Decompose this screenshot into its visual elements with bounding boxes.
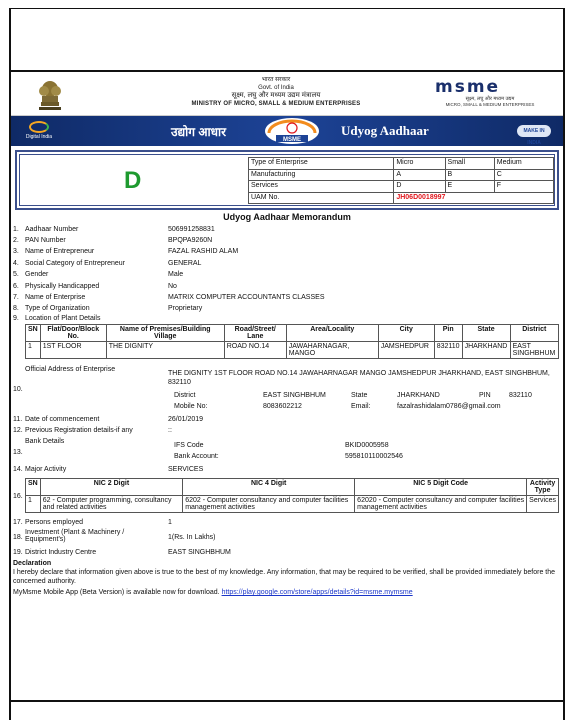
table-cell: 1	[26, 342, 41, 359]
field-label: Social Category of Entrepreneur	[25, 260, 125, 267]
field-value: SERVICES	[168, 466, 204, 473]
category-table	[248, 157, 554, 204]
uam-label: UAM No.	[249, 192, 394, 204]
field-value: No	[168, 283, 177, 290]
msme-english: MICRO, SMALL & MEDIUM ENTERPRISES	[445, 102, 535, 107]
district-value: EAST SINGHBHUM	[263, 392, 326, 399]
category-cell: E	[445, 181, 494, 193]
table-cell: 1ST FLOOR	[40, 342, 106, 359]
official-address-label: Official Address of Enterprise	[25, 366, 116, 373]
field-value: MATRIX COMPUTER ACCOUNTANTS CLASSES	[168, 294, 325, 301]
column-header: NIC 4 Digit	[183, 479, 355, 496]
mobile-label: Mobile No:	[174, 403, 208, 410]
digital-india-logo	[21, 121, 57, 140]
column-header: Pin	[434, 325, 462, 342]
field-number: 19.	[13, 549, 23, 556]
digital-india-text: Digital India	[25, 134, 53, 140]
column-header: State	[462, 325, 510, 342]
table-cell: 62 - Computer programming, consultancy and related activities	[40, 496, 182, 513]
memorandum-title: Udyog Aadhaar Memorandum	[223, 212, 351, 222]
field-label: Name of Entrepreneur	[25, 248, 95, 255]
account-label: Bank Account:	[174, 453, 219, 460]
page-frame-top	[9, 8, 565, 70]
field-label: Investment (Plant & Machinery / Equipment's)	[25, 529, 125, 543]
field-label: Physically Handicapped	[25, 283, 100, 290]
category-cell: Micro	[394, 158, 445, 170]
table-header-row	[26, 479, 559, 496]
page-frame-bottom	[9, 700, 565, 720]
table-row	[26, 342, 559, 359]
field-value: 1(Rs. In Lakhs)	[168, 534, 216, 541]
field-value: 506991258831	[168, 226, 215, 233]
ministry-name: MINISTRY OF MICRO, SMALL & MEDIUM ENTERPRISES	[191, 101, 361, 107]
table-cell: ROAD NO.14	[224, 342, 286, 359]
field-label: District Industry Centre	[25, 549, 97, 556]
field-number: 13.	[13, 449, 23, 456]
district-label: District	[174, 392, 196, 399]
ifs-label: IFS Code	[174, 442, 204, 449]
category-row	[249, 181, 554, 193]
declaration-text: I hereby declare that information given above is true to the best of my knowledge. Any information, that may be required to be verified, shall be provided immediately before the concerned authority.	[13, 569, 556, 585]
category-cell: F	[494, 181, 553, 193]
table-cell: 1	[26, 496, 41, 513]
column-header: Area/Locality	[286, 325, 378, 342]
field-number: 8.	[13, 305, 19, 312]
field-number: 4.	[13, 260, 19, 267]
column-header: SN	[26, 479, 41, 496]
column-header: Name of Premises/Building Village	[106, 325, 224, 342]
table-cell: 6202 - Computer consultancy and computer facilities management activities	[183, 496, 355, 513]
declaration-title: Declaration	[13, 560, 52, 567]
udyog-aadhaar-hindi: उद्योग आधार	[171, 125, 226, 139]
field-number: 11.	[13, 416, 23, 423]
table-cell: JAMSHEDPUR	[378, 342, 434, 359]
field-number: 10.	[13, 386, 23, 393]
category-cell: Services	[249, 181, 394, 193]
uam-number: JH06D0018997	[394, 192, 554, 204]
field-number: 16.	[13, 493, 23, 500]
bank-details-label: Bank Details	[25, 438, 65, 445]
field-number: 5.	[13, 271, 19, 278]
make-in-india-logo: MAKE IN INDIA	[517, 125, 551, 137]
udyog-aadhaar-english: Udyog Aadhaar	[341, 123, 429, 138]
plant-location-table	[25, 324, 559, 359]
udyog-banner	[11, 116, 563, 146]
table-cell: EAST SINGHBHUM	[510, 342, 558, 359]
category-letter: D	[124, 167, 142, 194]
field-number: 17.	[13, 519, 23, 526]
state-label: State	[351, 392, 368, 399]
uam-row	[249, 192, 554, 204]
column-header: Activity Type	[527, 479, 559, 496]
category-row	[249, 158, 554, 170]
field-value: 1	[168, 519, 172, 526]
column-header: Flat/Door/Block No.	[40, 325, 106, 342]
category-cell: B	[445, 169, 494, 181]
mobile-app-link[interactable]: https://play.google.com/store/apps/details?id=msme.mymsme	[221, 589, 413, 596]
email-value: fazalrashidalam0786@gmail.com	[397, 403, 501, 410]
table-row	[26, 496, 559, 513]
nic-code-table	[25, 478, 559, 513]
official-address-text: THE DIGNITY 1ST FLOOR ROAD NO.14 JAWAHARNAGAR MANGO JAMSHEDPUR JHARKHAND, EAST SINGHBHUM, 832110	[168, 370, 550, 386]
category-inner-frame	[19, 154, 555, 206]
field-label: Aadhaar Number	[25, 226, 79, 233]
column-header: District	[510, 325, 558, 342]
field-value: Proprietary	[168, 305, 203, 312]
column-header: Road/Street/ Lane	[224, 325, 286, 342]
field-number: 18.	[13, 534, 23, 541]
pin-label: PIN	[479, 392, 491, 399]
field-value: Male	[168, 271, 184, 278]
field-number: 14.	[13, 466, 23, 473]
field-number: 6.	[13, 283, 19, 290]
hindi-ministry: सूक्ष्म, लघु और मध्यम उद्यम मंत्रालय	[231, 92, 321, 99]
emblem-msme-text: MSME	[283, 137, 301, 143]
field-label: Major Activity	[25, 466, 67, 473]
column-header: NIC 2 Digit	[40, 479, 182, 496]
hindi-country: भारत सरकार	[261, 77, 291, 83]
field-value: 26/01/2019	[168, 416, 204, 423]
category-cell: D	[394, 181, 445, 193]
field-value: FAZAL RASHID ALAM	[168, 248, 239, 255]
field-number: 1.	[13, 226, 19, 233]
field-value: ::	[168, 427, 172, 434]
ifs-value: BKID0005958	[345, 442, 389, 449]
column-header: SN	[26, 325, 41, 342]
field-value: EAST SINGHBHUM	[168, 549, 231, 556]
govt-of-india: Govt. of India	[258, 85, 294, 91]
column-header: NIC 5 Digit Code	[355, 479, 527, 496]
field-number: 7.	[13, 294, 19, 301]
state-value: JHARKHAND	[397, 392, 440, 399]
table-cell: Services	[527, 496, 559, 513]
category-cell: Medium	[494, 158, 553, 170]
field-number: 3.	[13, 248, 19, 255]
field-label: Location of Plant Details	[25, 315, 101, 322]
field-number: 12.	[13, 427, 23, 434]
account-value: 595810110002546	[345, 453, 403, 460]
msme-hindi: सूक्ष्म, लघु और मध्यम उद्यम	[465, 96, 515, 102]
category-cell: Small	[445, 158, 494, 170]
table-cell: JHARKHAND	[462, 342, 510, 359]
national-emblem-icon	[35, 76, 65, 112]
mobile-app-note	[13, 588, 561, 597]
category-row	[249, 169, 554, 181]
field-label: Persons employed	[25, 519, 83, 526]
table-cell: 832110	[434, 342, 462, 359]
field-label: Name of Enterprise	[25, 294, 86, 301]
mobile-value: 8083602212	[263, 403, 302, 410]
field-value: GENERAL	[168, 260, 202, 267]
category-cell: Manufacturing	[249, 169, 394, 181]
pin-value: 832110	[509, 392, 532, 399]
enterprise-category-box	[15, 150, 559, 210]
field-label: Date of commencement	[25, 416, 100, 423]
udyog-aadhaar-emblem-icon	[263, 117, 321, 145]
field-number: 9.	[13, 315, 19, 322]
column-header: City	[378, 325, 434, 342]
field-label: PAN Number	[25, 237, 66, 244]
field-value: BPQPA9260N	[168, 237, 213, 244]
category-cell: C	[494, 169, 553, 181]
category-cell: Type of Enterprise	[249, 158, 394, 170]
field-label: Gender	[25, 271, 49, 278]
government-header	[11, 72, 563, 116]
digital-india-icon	[29, 121, 49, 133]
field-label: Previous Registration details-if any	[25, 427, 133, 434]
email-label: Email:	[351, 403, 371, 410]
table-cell: 62020 - Computer consultancy and computer facilities management activities	[355, 496, 527, 513]
udyog-aadhaar-certificate	[9, 70, 565, 702]
msme-logo	[435, 78, 545, 110]
table-header-row	[26, 325, 559, 342]
table-cell: THE DIGNITY	[106, 342, 224, 359]
mobile-app-text: MyMsme Mobile App (Beta Version) is available now for download.	[13, 589, 220, 596]
field-label: Type of Organization	[25, 305, 90, 312]
category-cell: A	[394, 169, 445, 181]
ministry-block	[151, 76, 401, 108]
msme-letters: msme	[435, 77, 501, 97]
field-number: 2.	[13, 237, 19, 244]
table-cell: JAWAHARNAGAR, MANGO	[286, 342, 378, 359]
